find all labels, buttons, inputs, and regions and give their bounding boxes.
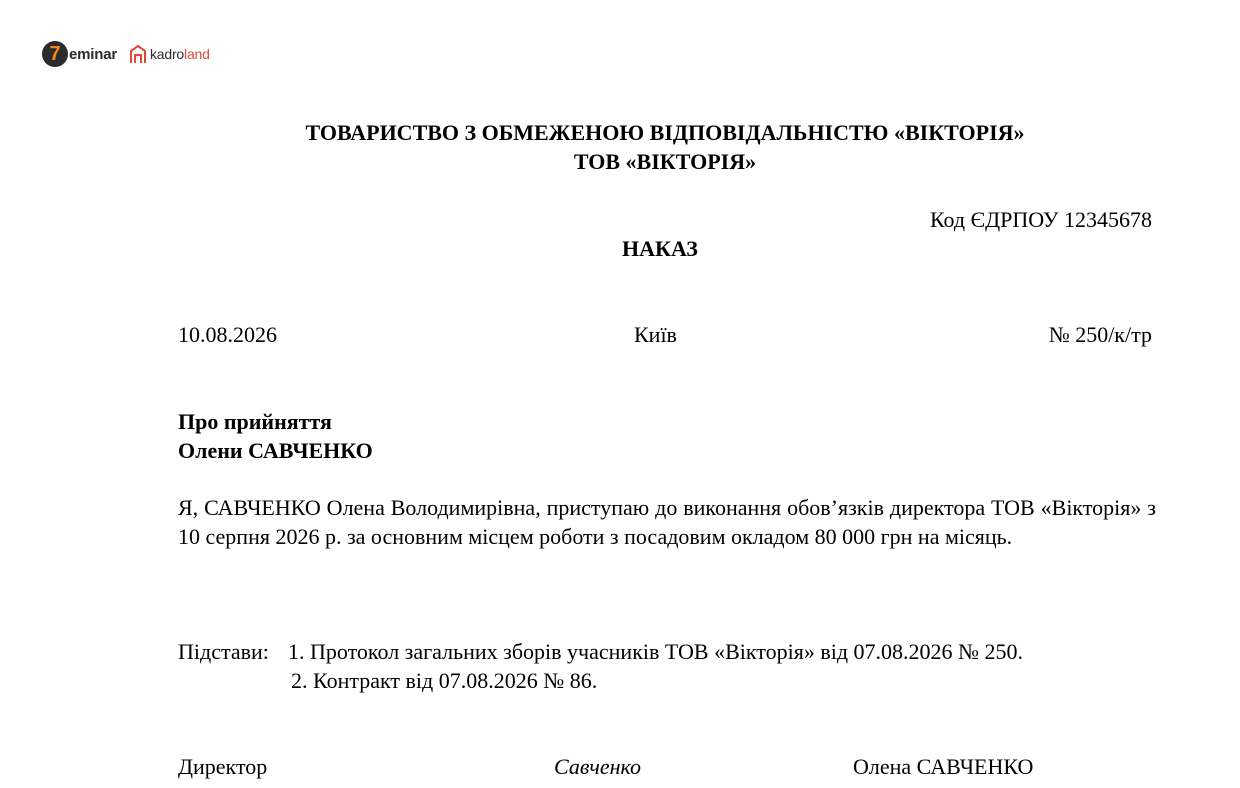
kadroland-logo [129, 44, 210, 64]
company-full-name: ТОВАРИСТВО З ОБМЕЖЕНОЮ ВІДПОВІДАЛЬНІСТЮ «ВІКТОРІЯ» [305, 120, 1025, 145]
seminar-logo-text: eminar [69, 45, 117, 63]
company-short-name: ТОВ «ВІКТОРІЯ» [573, 149, 757, 174]
signature: Савченко [554, 754, 642, 779]
document-date: 10.08.2026 [178, 322, 277, 347]
grounds-item-2: 2. Контракт від 07.08.2026 № 86. [291, 668, 598, 693]
order-body: Я, САВЧЕНКО Олена Володимирівна, приступаю до виконання обов’язків директора ТОВ «Вікторія» з 10 серпня 2026 р. за основним місцем роботи з посадовим окладом 80 000 грн на місяць. [178, 495, 1156, 549]
grounds-label: Підстави: [178, 639, 269, 664]
grounds-item-1: 1. Протокол загальних зборів учасників ТОВ «Вікторія» від 07.08.2026 № 250. [288, 639, 1024, 664]
document-number: № 250/к/тр [1048, 322, 1152, 347]
document-city: Київ [634, 322, 677, 347]
signer-name: Олена САВЧЕНКО [853, 754, 1034, 779]
header-logos [42, 40, 210, 68]
signer-position: Директор [178, 754, 268, 779]
seminar-logo-mark: 7 [42, 41, 68, 67]
document-type: НАКАЗ [622, 236, 698, 261]
kadroland-logo-text: kadroland [150, 46, 210, 62]
subject-line-1: Про прийняття [178, 409, 332, 434]
seminar-logo [42, 41, 117, 67]
subject-line-2: Олени САВЧЕНКО [178, 438, 373, 463]
edrpou-code: Код ЄДРПОУ 12345678 [929, 207, 1152, 232]
house-outline-icon [129, 44, 147, 64]
